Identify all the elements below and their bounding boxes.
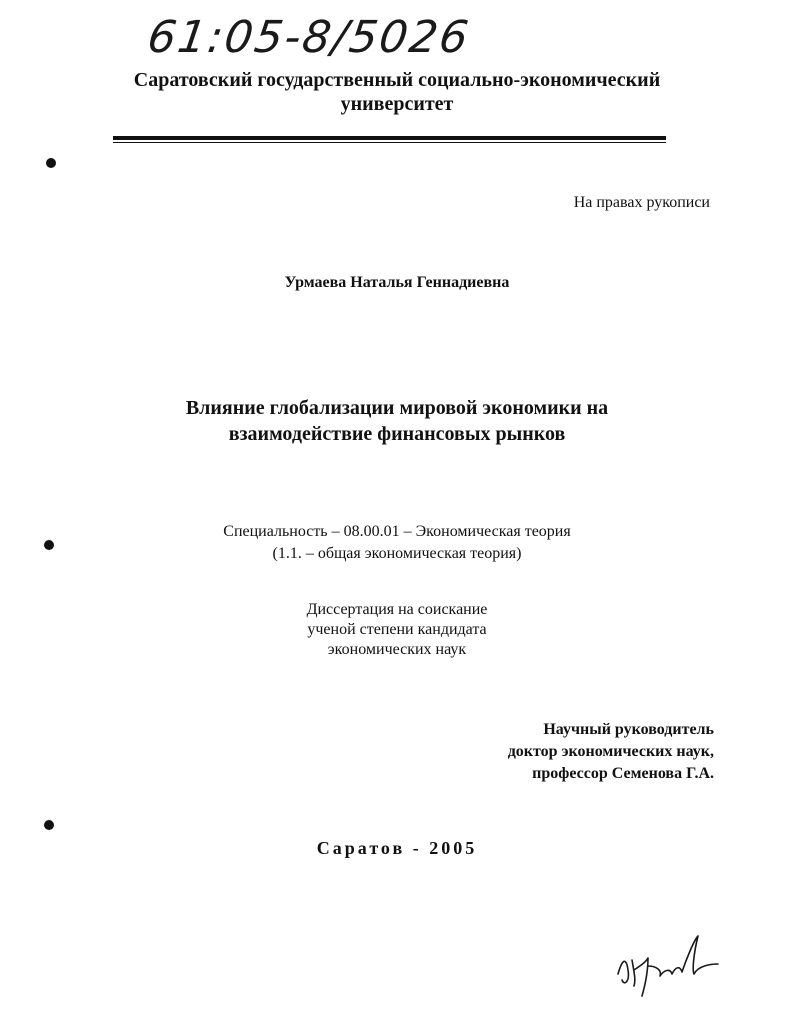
advisor-line-1: Научный руководитель: [543, 721, 714, 738]
specialty-line-2: (1.1. – общая экономическая теория): [272, 545, 522, 562]
advisor-line-2: доктор экономических наук,: [507, 743, 714, 760]
handwritten-signature: [612, 930, 722, 1000]
university-line-2: университет: [340, 93, 454, 115]
binding-hole-dot: [46, 158, 56, 168]
binding-hole-dot: [44, 820, 54, 830]
author-name: Урмаева Наталья Геннадиевна: [284, 274, 510, 291]
degree-line-3: экономических наук: [327, 641, 467, 658]
manuscript-rights-note: На правах рукописи: [573, 194, 710, 211]
advisor-line-3: профессор Семенова Г.А.: [532, 765, 714, 782]
city-and-year: Саратов - 2005: [316, 838, 478, 858]
degree-line-2: ученой степени кандидата: [307, 621, 487, 638]
header-rule-thick: [113, 136, 666, 140]
header-rule-thin: [113, 142, 666, 143]
dissertation-title: [0, 395, 794, 447]
title-line-2: взаимодействие финансовых рынков: [228, 423, 566, 445]
scientific-advisor: [508, 719, 714, 785]
specialty-line-1: Специальность – 08.00.01 – Экономическая теория: [223, 523, 571, 540]
university-line-1: Саратовский государственный социально-экономический: [133, 69, 661, 91]
university-name: [0, 68, 794, 116]
title-line-1: Влияние глобализации мировой экономики на: [185, 397, 609, 419]
degree-statement: [0, 600, 794, 660]
specialty: [0, 521, 794, 565]
archive-code-handwritten: 61:05-8/5026: [144, 12, 474, 63]
degree-line-1: Диссертация на соискание: [306, 601, 488, 618]
